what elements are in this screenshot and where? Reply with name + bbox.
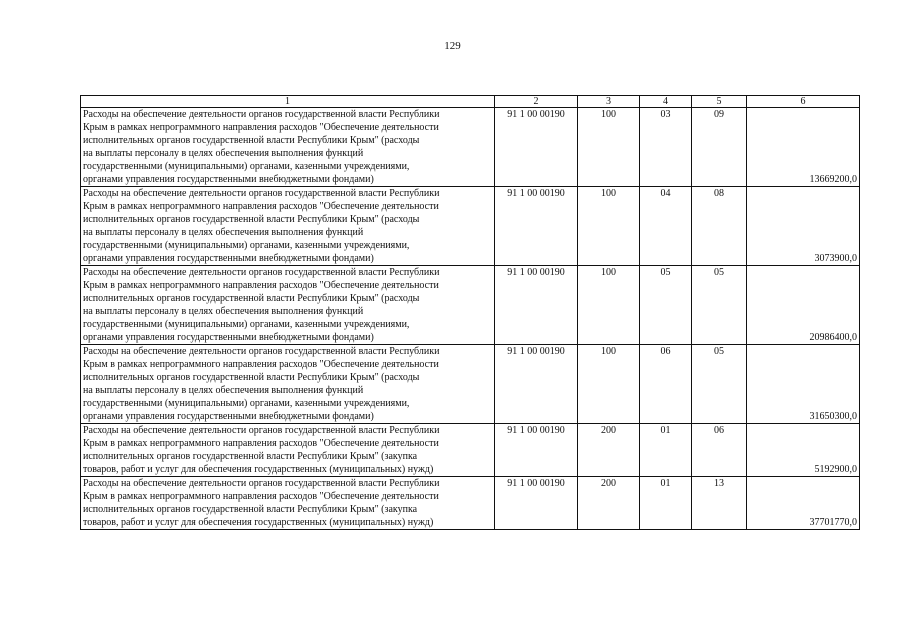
table-row xyxy=(81,477,860,530)
section-code: 03 xyxy=(640,108,692,187)
target-code: 91 1 00 00190 xyxy=(495,345,578,424)
amount: 20986400,0 xyxy=(747,266,860,345)
expense-type: 200 xyxy=(578,424,640,477)
column-header: 3 xyxy=(578,96,640,108)
subsection-code: 08 xyxy=(692,187,747,266)
section-code: 04 xyxy=(640,187,692,266)
expense-type: 100 xyxy=(578,187,640,266)
column-header: 2 xyxy=(495,96,578,108)
expense-type: 200 xyxy=(578,477,640,530)
expense-description: Расходы на обеспечение деятельности органов государственной власти Республики Крым в рамках непрограммного направления расходов "Обеспечение деятельности исполнительных органов государственной власти Республики Крым" (расходы на выплаты персоналу в целях обеспечения выполнения функций государственными (муниципальными) органами, казенными учреждениями, органами управления государственными внебюджетными фондами) xyxy=(81,108,495,187)
expense-type: 100 xyxy=(578,345,640,424)
amount: 31650300,0 xyxy=(747,345,860,424)
expense-description: Расходы на обеспечение деятельности органов государственной власти Республики Крым в рамках непрограммного направления расходов "Обеспечение деятельности исполнительных органов государственной власти Республики Крым" (расходы на выплаты персоналу в целях обеспечения выполнения функций государственными (муниципальными) органами, казенными учреждениями, органами управления государственными внебюджетными фондами) xyxy=(81,187,495,266)
subsection-code: 05 xyxy=(692,345,747,424)
column-number-row xyxy=(81,96,860,108)
table-row xyxy=(81,108,860,187)
expense-description: Расходы на обеспечение деятельности органов государственной власти Республики Крым в рамках непрограммного направления расходов "Обеспечение деятельности исполнительных органов государственной власти Республики Крым" (расходы на выплаты персоналу в целях обеспечения выполнения функций государственными (муниципальными) органами, казенными учреждениями, органами управления государственными внебюджетными фондами) xyxy=(81,266,495,345)
amount: 37701770,0 xyxy=(747,477,860,530)
target-code: 91 1 00 00190 xyxy=(495,266,578,345)
table-row xyxy=(81,187,860,266)
subsection-code: 09 xyxy=(692,108,747,187)
column-header: 5 xyxy=(692,96,747,108)
target-code: 91 1 00 00190 xyxy=(495,187,578,266)
expense-description: Расходы на обеспечение деятельности органов государственной власти Республики Крым в рамках непрограммного направления расходов "Обеспечение деятельности исполнительных органов государственной власти Республики Крым" (закупка товаров, работ и услуг для обеспечения государственных (муниципальных) нужд) xyxy=(81,477,495,530)
table-row xyxy=(81,424,860,477)
budget-table xyxy=(80,95,860,530)
column-header: 6 xyxy=(747,96,860,108)
amount: 5192900,0 xyxy=(747,424,860,477)
section-code: 01 xyxy=(640,477,692,530)
table-row xyxy=(81,266,860,345)
subsection-code: 05 xyxy=(692,266,747,345)
section-code: 01 xyxy=(640,424,692,477)
target-code: 91 1 00 00190 xyxy=(495,108,578,187)
expense-type: 100 xyxy=(578,108,640,187)
amount: 3073900,0 xyxy=(747,187,860,266)
target-code: 91 1 00 00190 xyxy=(495,424,578,477)
amount: 13669200,0 xyxy=(747,108,860,187)
expense-description: Расходы на обеспечение деятельности органов государственной власти Республики Крым в рамках непрограммного направления расходов "Обеспечение деятельности исполнительных органов государственной власти Республики Крым" (закупка товаров, работ и услуг для обеспечения государственных (муниципальных) нужд) xyxy=(81,424,495,477)
table-row xyxy=(81,345,860,424)
subsection-code: 13 xyxy=(692,477,747,530)
expense-description: Расходы на обеспечение деятельности органов государственной власти Республики Крым в рамках непрограммного направления расходов "Обеспечение деятельности исполнительных органов государственной власти Республики Крым" (расходы на выплаты персоналу в целях обеспечения выполнения функций государственными (муниципальными) органами, казенными учреждениями, органами управления государственными внебюджетными фондами) xyxy=(81,345,495,424)
section-code: 06 xyxy=(640,345,692,424)
subsection-code: 06 xyxy=(692,424,747,477)
column-header: 4 xyxy=(640,96,692,108)
page-number: 129 xyxy=(444,40,461,52)
target-code: 91 1 00 00190 xyxy=(495,477,578,530)
section-code: 05 xyxy=(640,266,692,345)
expense-type: 100 xyxy=(578,266,640,345)
column-header: 1 xyxy=(81,96,495,108)
